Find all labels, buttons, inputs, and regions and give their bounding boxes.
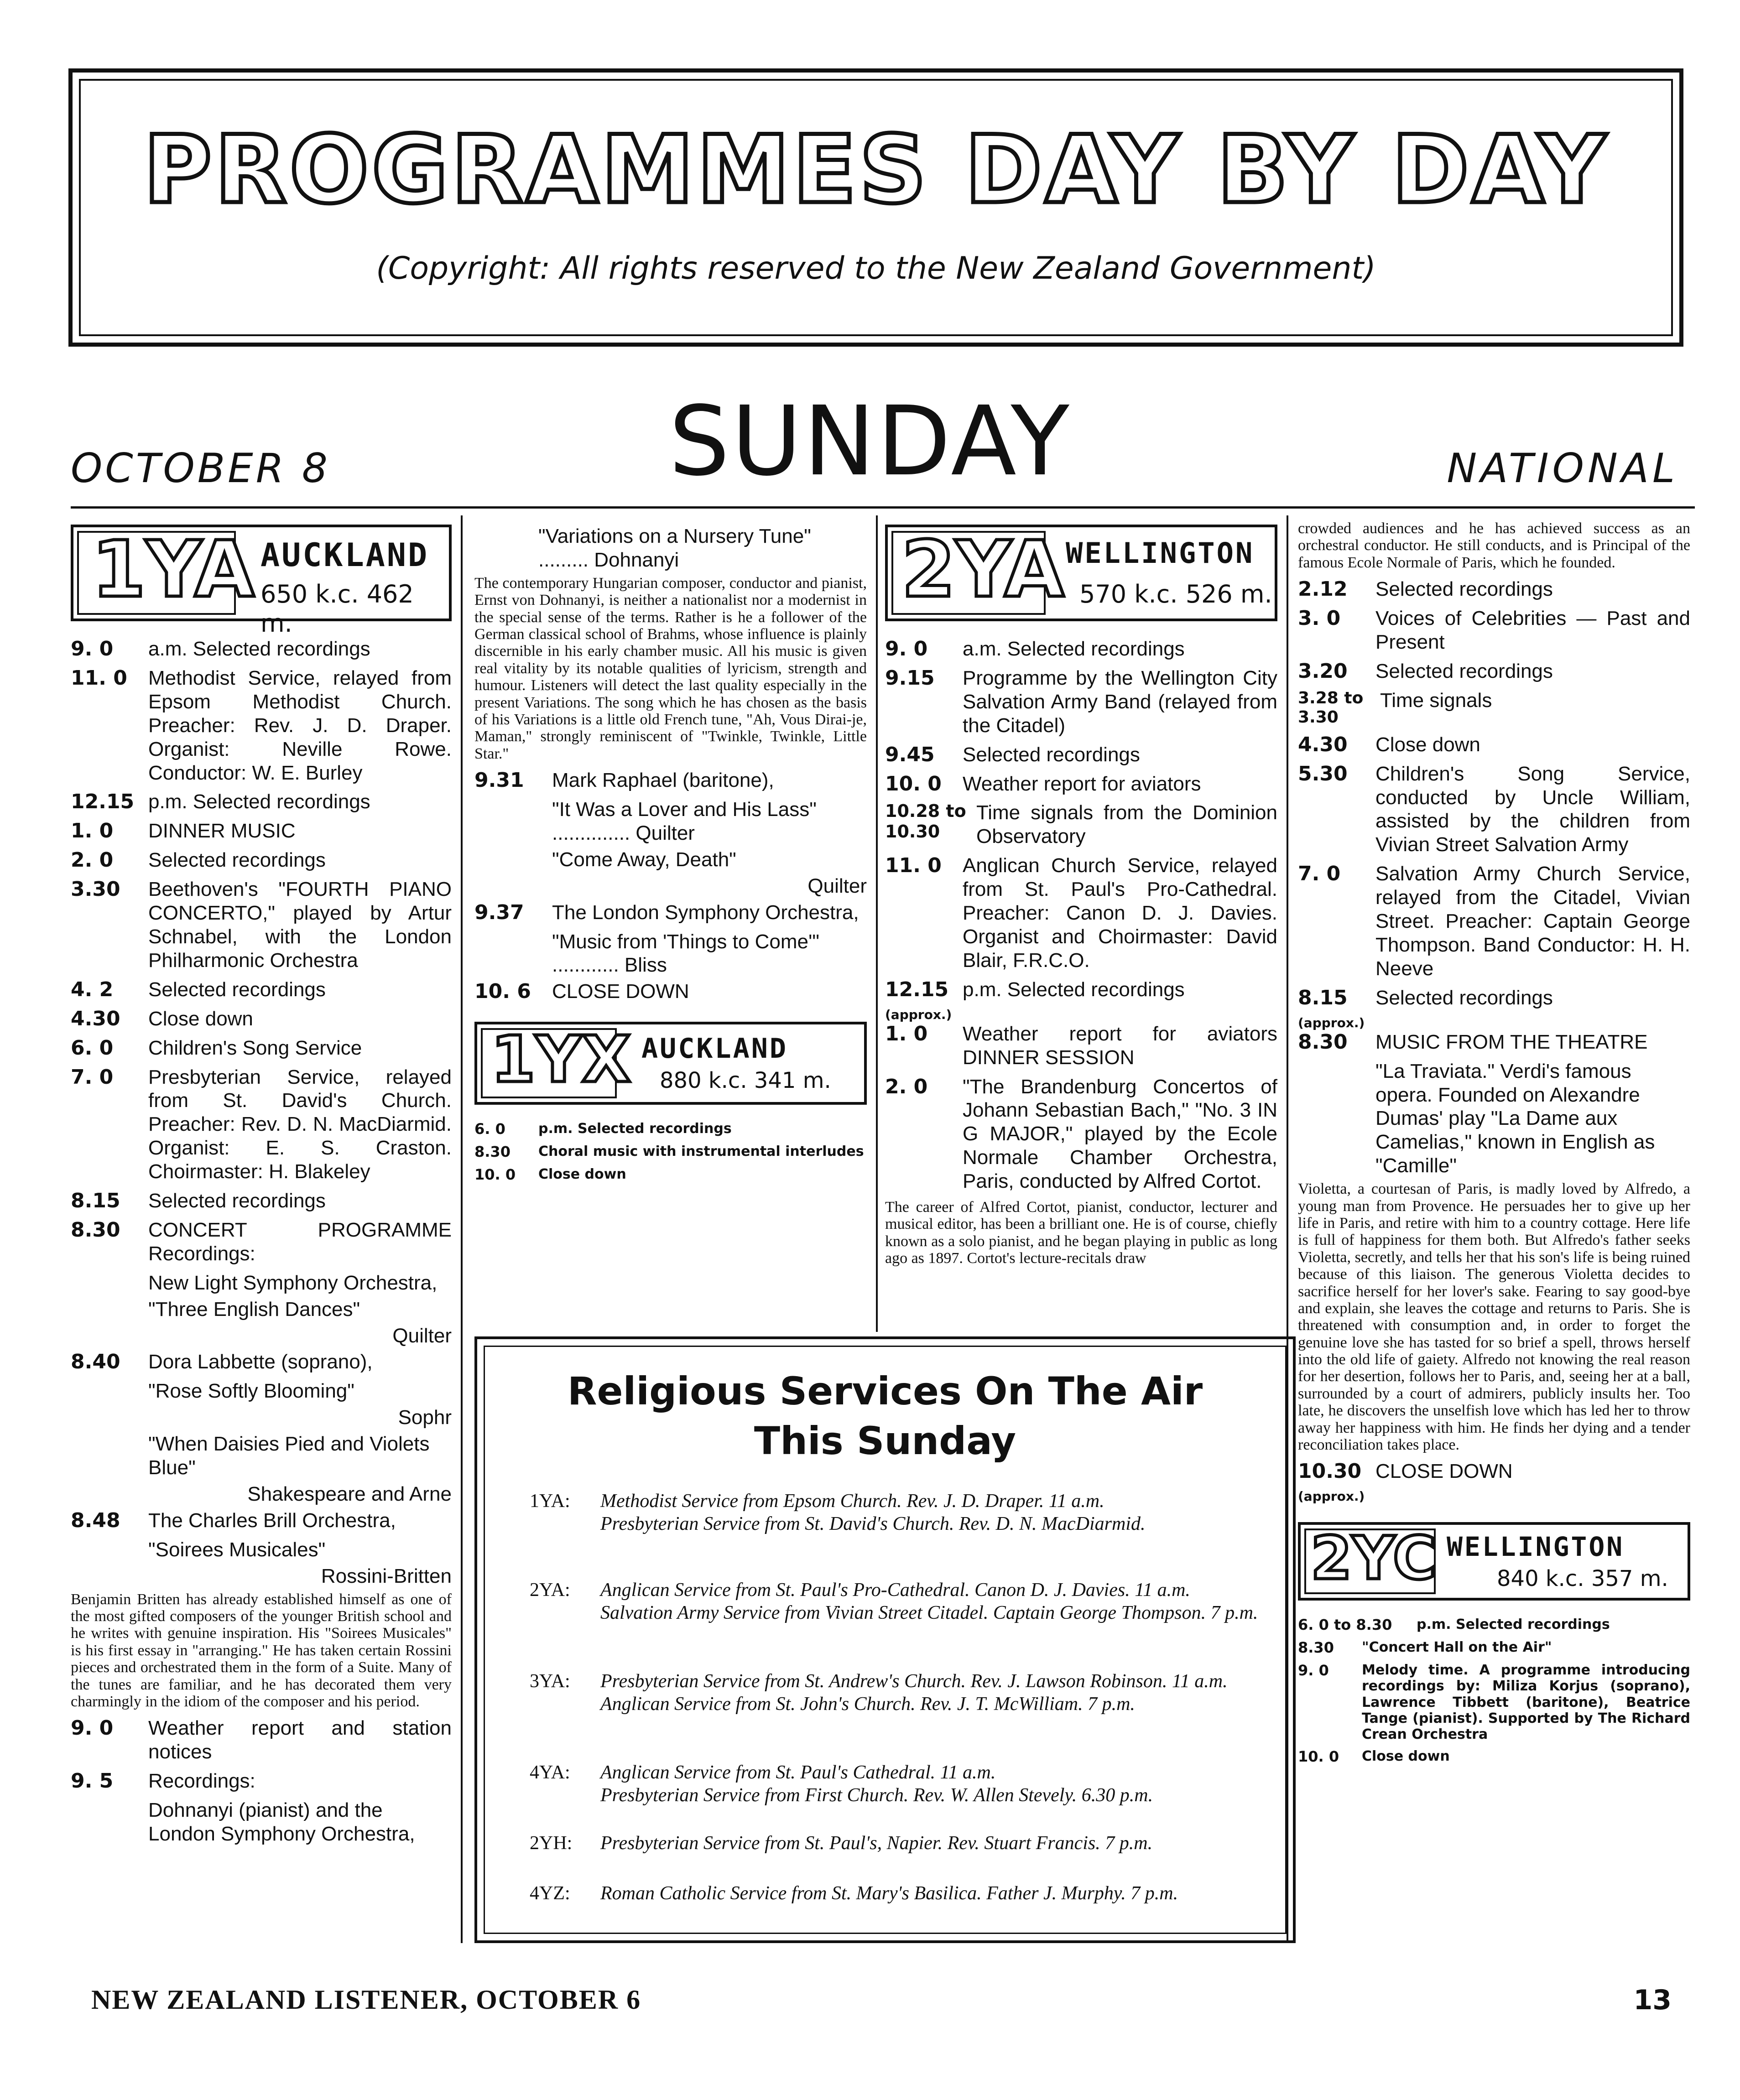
programme-text: Close down <box>1375 733 1480 756</box>
programme-time: 9. 0 <box>1298 1661 1329 1679</box>
programme-item <box>474 980 867 1003</box>
programme-time: 11. 0 <box>71 666 127 690</box>
programme-item <box>1298 762 1690 857</box>
programme-text: Voices of Celebrities — Past and Present <box>1375 607 1690 653</box>
composer: Rossini-Britten <box>321 1565 452 1587</box>
column-4 <box>1298 520 1690 1771</box>
programme-item <box>885 743 1277 767</box>
religious-service-line: Roman Catholic Service from St. Mary's Basilica. Father J. Murphy. 7 p.m. <box>600 1883 1178 1904</box>
programme-time: 9.31 <box>474 769 524 792</box>
programme-note: The career of Alfred Cortot, pianist, conductor, lecturer and musical editor, has been a brilliant one. He is of course, chiefly known as a solo pianist, and he began playing in public as long ago as 1897. Cortot's lecture-recitals draw <box>885 1199 1277 1267</box>
programme-text: Selected recordings <box>148 978 326 1001</box>
programme-text: Selected recordings <box>1375 660 1553 682</box>
religious-station: 2YH: <box>530 1833 573 1854</box>
station-frequency: 840 k.c. 357 m. <box>1497 1566 1668 1592</box>
programme-text: Close down <box>538 1166 626 1182</box>
column-divider <box>876 515 878 1332</box>
programme-time: 9. 0 <box>71 637 114 660</box>
programme-time: 9.45 <box>885 743 935 766</box>
religious-services-box <box>474 1336 1296 1943</box>
religious-station: 4YA: <box>530 1762 570 1783</box>
programme-item <box>474 1166 867 1184</box>
programme-item <box>71 1036 452 1060</box>
programme-text: "The Brandenburg Concertos of Johann Sebastian Bach," "No. 3 IN G MAJOR," played by the Ecole Normale Chamber Orchestra, Paris, conducted by Alfred Cortot. <box>963 1075 1277 1193</box>
programme-item <box>1298 986 1690 1010</box>
programme-time: 10.30 <box>1298 1460 1362 1483</box>
programme-time: 2.12 <box>1298 577 1348 601</box>
programme-text: p.m. Selected recordings <box>538 1121 732 1137</box>
programme-time: 8.30 <box>1298 1030 1348 1054</box>
programme-text: Weather report and station notices <box>148 1717 452 1763</box>
programme-item <box>1298 733 1690 757</box>
programme-text: The Charles Brill Orchestra, <box>148 1509 396 1532</box>
programme-text: p.m. Selected recordings <box>1417 1617 1610 1633</box>
work-title: "La Traviata." Verdi's famous opera. Founded on Alexandre Dumas' play "La Dame aux Camelias," known in English as "Camille" <box>1375 1060 1655 1177</box>
station-box-1yx <box>474 1022 867 1105</box>
religious-service-line: Methodist Service from Epsom Church. Rev. J. D. Draper. 11 a.m. <box>600 1491 1104 1512</box>
programme-time: 9.37 <box>474 900 524 924</box>
religious-title-line-2: This Sunday <box>754 1419 1016 1464</box>
title-banner <box>68 68 1683 347</box>
religious-service-line: Presbyterian Service from St. David's Church. Rev. D. N. MacDiarmid. <box>600 1513 1146 1535</box>
station-box-1ya <box>71 525 452 638</box>
programme-text: "Concert Hall on the Air" <box>1362 1639 1552 1656</box>
programme-note: crowded audiences and he has achieved success as an orchestral conductor. He still conducts, and is Principal of the famous Ecole Normale of Paris, which he founded. <box>1298 520 1690 571</box>
programme-note: Benjamin Britten has already established himself as one of the most gifted composers of the younger British school and he writes with genuine inspiration. His "Soirees Musicales" is his first essay in "arranging." He has taken certain Rossini pieces and orchestrated them in the form of a Suite. Many of the tunes are familiar, and he has decorated them very charmingly in the idiom of the composer and his period. <box>71 1591 452 1710</box>
religious-service-line: Anglican Service from St. Paul's Pro-Cathedral. Canon D. J. Davies. 11 a.m. <box>600 1580 1190 1601</box>
programme-text: Salvation Army Church Service, relayed from the Citadel, Vivian Street. Preacher: Captain George Thompson. Band Conductor: H. H. Neeve <box>1375 863 1690 980</box>
programme-text: p.m. Selected recordings <box>963 978 1185 1001</box>
religious-row <box>530 1579 1260 1625</box>
programme-item <box>71 819 452 843</box>
programme-text: Anglican Church Service, relayed from St. Paul's Pro-Cathedral. Preacher: Canon D. J. Davies. Organist and Choirmaster: David Blair, F.R.C.O. <box>963 854 1277 972</box>
programme-item <box>71 1769 452 1793</box>
religious-station: 4YZ: <box>530 1883 570 1904</box>
programme-text: Weather report for aviators DINNER SESSION <box>963 1022 1277 1069</box>
programme-time: 9. 0 <box>885 637 928 660</box>
composer: Sophr <box>398 1406 452 1429</box>
station-frequency: 880 k.c. 341 m. <box>660 1068 831 1094</box>
programme-time: 11. 0 <box>885 854 942 878</box>
programme-time: 10. 6 <box>474 980 531 1003</box>
programme-time: 8.15 <box>71 1189 120 1213</box>
programme-item <box>71 848 452 872</box>
programme-time: 12.15 <box>885 977 949 1001</box>
programme-text: Selected recordings <box>963 743 1140 766</box>
programme-item <box>1298 1617 1690 1634</box>
composer: Quilter <box>392 1324 452 1347</box>
programme-time: 10. 0 <box>1298 1747 1339 1765</box>
programme-item <box>71 1218 452 1266</box>
programme-text: Weather report for aviators <box>963 772 1201 795</box>
programme-time: 8.30 <box>1298 1639 1334 1657</box>
religious-service <box>600 1670 1260 1716</box>
approx-label: (approx.) <box>885 1007 952 1022</box>
programme-item <box>1298 1662 1690 1743</box>
programme-time: 1. 0 <box>71 819 114 843</box>
religious-service <box>600 1832 1260 1855</box>
programme-note: Violetta, a courtesan of Paris, is madly loved by Alfredo, a young man from Provence. He persuades her to give up her life in Paris, and retire with him to a country cottage. Here life is full of happiness for them both. But Alfredo's father seeks Violetta, secretly, and tells her that his son's life is being ruined because of this liaison. The generous Violetta decides to sacrifice herself for her lover's sake. Fearing to say good-bye and explain, she leaves the cottage and returns to Paris. She is threatened with consumption and, in order to forget the genuine love she has tasted for so brief a spell, throws herself into the old life of gaiety. Alfredo not knowing the real reason for her desertion, follows her to Paris, and, seeing her at a ball, surrounded by a court of admirers, publicly insults her. Too late, he discovers the unselfish love which has led her to throw away her happiness with him. He finds her dying and a tender reconciliation takes place. <box>1298 1180 1690 1454</box>
station-call: 1YA <box>92 525 255 615</box>
programme-text: Close down <box>148 1007 253 1030</box>
programme-item <box>71 1007 452 1031</box>
work-title: "Music from 'Things to Come'" ............ Bliss <box>552 930 819 977</box>
programme-text: MUSIC FROM THE THEATRE <box>1375 1030 1648 1053</box>
programme-item <box>885 637 1277 661</box>
performer: Dohnanyi (pianist) and the London Symphony Orchestra, <box>148 1799 415 1845</box>
programme-time: 10. 0 <box>885 772 942 795</box>
station-city: AUCKLAND <box>260 536 429 574</box>
programme-item <box>885 978 1277 1002</box>
programme-text: Time signals <box>1380 689 1492 712</box>
programme-time: 9. 5 <box>71 1769 114 1793</box>
header-rule <box>71 506 1695 509</box>
programme-item <box>71 666 452 785</box>
programme-text: Beethoven's "FOURTH PIANO CONCERTO," played by Artur Schnabel, with the London Philharmonic Orchestra <box>148 878 452 972</box>
religious-station: 3YA: <box>530 1671 570 1692</box>
station-box-2ya <box>885 525 1277 621</box>
programme-item <box>71 1350 452 1374</box>
programme-item <box>71 790 452 814</box>
station-call: 2YC <box>1311 1523 1437 1593</box>
programme-time: 8.15 <box>1298 986 1348 1009</box>
programme-time: 8.30 <box>71 1218 120 1242</box>
station-box-2yc <box>1298 1522 1690 1601</box>
programme-item <box>71 1716 452 1764</box>
programme-item <box>1298 1030 1690 1054</box>
programme-text: Recordings: <box>148 1770 255 1793</box>
programme-item <box>885 801 1277 848</box>
programme-text: Selected recordings <box>148 849 326 872</box>
religious-row <box>530 1761 1260 1807</box>
programme-item <box>1298 607 1690 654</box>
programme-item <box>474 769 867 792</box>
programme-time: 6. 0 <box>474 1120 505 1138</box>
programme-text: Time signals from the Dominion Observatory <box>976 801 1277 848</box>
programme-item <box>71 1189 452 1213</box>
work-title: "Come Away, Death" <box>552 848 736 871</box>
programme-time: 4. 2 <box>71 977 114 1001</box>
station-city: AUCKLAND <box>641 1033 788 1065</box>
programme-text: Selected recordings <box>1375 986 1553 1009</box>
programme-time: 5.30 <box>1298 762 1348 785</box>
composer: Shakespeare and Arne <box>247 1483 452 1505</box>
column-1ya <box>71 525 452 1849</box>
programme-time: 2. 0 <box>71 848 114 872</box>
programme-time: 3. 0 <box>1298 607 1341 630</box>
programme-time: 6. 0 <box>71 1036 114 1060</box>
programme-item <box>474 1144 867 1161</box>
religious-service-line: Presbyterian Service from First Church. Rev. W. Allen Stevely. 6.30 p.m. <box>600 1785 1153 1806</box>
programme-time: 2. 0 <box>885 1075 928 1098</box>
programme-time: 4.30 <box>1298 733 1348 756</box>
programme-item <box>71 1066 452 1184</box>
programme-text: CLOSE DOWN <box>552 980 689 1003</box>
programme-item <box>1298 577 1690 601</box>
programme-text: Melody time. A programme introducing recordings by: Miliza Korjus (soprano), Lawrence Tibbett (baritone), Beatrice Tange (pianist). Supported by The Richard Crean Orchestra <box>1362 1662 1690 1743</box>
work-title: "Variations on a Nursery Tune" ......... Dohnanyi <box>538 525 811 571</box>
programme-item <box>474 901 867 925</box>
copyright-notice: (Copyright: All rights reserved to the New Zealand Government) <box>376 250 1376 286</box>
programme-item <box>474 1121 867 1138</box>
religious-service-line: Presbyterian Service from St. Andrew's Church. Rev. J. Lawson Robinson. 11 a.m. <box>600 1671 1228 1692</box>
programme-time: 3.28 to 3.30 <box>1298 688 1364 727</box>
programme-note: The contemporary Hungarian composer, conductor and pianist, Ernst von Dohnanyi, is neither a nationalist nor a modernist in the special sense of the terms. Rather is he a follower of the German classical school of Brahms, whose influence is plainly discernible in his early chamber music. All his music is given real vitality by its notable qualities of lyricism, strength and humour. Listeners will detect the last quality especially in the present Variations. The song which he has chosen as the basis of his Variations is a little old French tune, "Ah, Vous Dirai-je, Maman," strongly reminiscent of "Twinkle, Twinkle, Little Star." <box>474 574 867 762</box>
publication-footer: NEW ZEALAND LISTENER, OCTOBER 6 <box>91 1985 641 2015</box>
programme-time: 8.48 <box>71 1508 120 1532</box>
programme-text: Programme by the Wellington City Salvation Army Band (relayed from the Citadel) <box>963 666 1277 737</box>
programme-time: 4.30 <box>71 1007 120 1030</box>
programme-text: a.m. Selected recordings <box>963 638 1185 660</box>
religious-row <box>530 1882 1260 1905</box>
programme-item <box>71 978 452 1002</box>
programme-time: 9. 0 <box>71 1716 114 1740</box>
religious-station: 2YA: <box>530 1580 570 1601</box>
page-title: PROGRAMMES DAY BY DAY <box>143 116 1609 224</box>
programme-item <box>885 1075 1277 1194</box>
programme-time: 6. 0 to 8.30 <box>1298 1616 1392 1634</box>
station-call: 2YA <box>901 525 1064 615</box>
religious-service <box>600 1579 1260 1625</box>
programme-item <box>885 666 1277 738</box>
work-title: "It Was a Lover and His Lass" .............. Quilter <box>552 798 817 844</box>
programme-text: CLOSE DOWN <box>1375 1460 1513 1483</box>
programme-item <box>71 637 452 661</box>
programme-time: 7. 0 <box>71 1065 114 1089</box>
page-number: 13 <box>1633 1984 1672 2016</box>
programme-text: Close down <box>1362 1748 1450 1764</box>
programme-item <box>885 1022 1277 1070</box>
programme-item <box>1298 1639 1690 1657</box>
programme-item <box>1298 1460 1690 1483</box>
column-2 <box>474 525 867 1189</box>
programme-text: Mark Raphael (baritone), <box>552 769 774 792</box>
religious-title-line-1: Religious Services On The Air <box>567 1369 1203 1414</box>
religious-service <box>600 1761 1260 1807</box>
date-label: OCTOBER 8 <box>71 445 330 492</box>
programme-text: Dora Labbette (soprano), <box>148 1351 373 1373</box>
programme-text: Presbyterian Service, relayed from St. David's Church. Preacher: Rev. D. N. MacDiarmid. Organist: E. S. Craston. Choirmaster: H. Blakeley <box>148 1066 452 1183</box>
programme-item <box>1298 689 1690 728</box>
column-divider <box>461 515 463 1943</box>
programme-text: p.m. Selected recordings <box>148 790 370 813</box>
work-title: "Soirees Musicales" <box>148 1538 326 1561</box>
approx-label: (approx.) <box>1298 1489 1365 1504</box>
religious-service <box>600 1882 1260 1905</box>
programme-time: 9.15 <box>885 666 935 690</box>
religious-service-line: Anglican Service from St. John's Church. Rev. J. T. McWilliam. 7 p.m. <box>600 1694 1135 1715</box>
work-title: "Three English Dances" <box>148 1298 360 1320</box>
religious-service <box>600 1490 1260 1536</box>
religious-row <box>530 1670 1260 1716</box>
programme-text: Selected recordings <box>148 1190 326 1212</box>
programme-time: 8.30 <box>474 1143 511 1161</box>
programme-time: 7. 0 <box>1298 862 1341 886</box>
programme-item <box>71 878 452 972</box>
programme-item <box>71 1509 452 1533</box>
religious-service-line: Anglican Service from St. Paul's Cathedral. 11 a.m. <box>600 1762 996 1783</box>
programme-text: Children's Song Service, conducted by Uncle William, assisted by the children from Vivian Street Salvation Army <box>1375 762 1690 856</box>
programme-time: 3.20 <box>1298 659 1348 683</box>
station-city: WELLINGTON <box>1447 1531 1625 1563</box>
approx-label: (approx.) <box>1298 1015 1365 1030</box>
programme-text: Methodist Service, relayed from Epsom Methodist Church. Preacher: Rev. J. D. Draper. Organist: Neville Rowe. Conductor: W. E. Burley <box>148 666 452 784</box>
programme-text: Choral music with instrumental interludes <box>538 1144 864 1160</box>
station-frequency: 570 k.c. 526 m. <box>1079 580 1272 608</box>
performer: New Light Symphony Orchestra, <box>148 1271 438 1294</box>
religious-station: 1YA: <box>530 1491 570 1512</box>
day-heading: SUNDAY <box>669 385 1071 497</box>
column-2ya <box>885 525 1277 1274</box>
programme-item <box>1298 660 1690 683</box>
programme-time: 10.28 to 10.30 <box>885 801 966 842</box>
programme-item <box>1298 862 1690 981</box>
work-title: "Rose Softly Blooming" <box>148 1380 354 1403</box>
work-title: "When Daisies Pied and Violets Blue" <box>148 1433 430 1479</box>
network-label: NATIONAL <box>1447 445 1678 492</box>
religious-service-line: Salvation Army Service from Vivian Street Citadel. Captain George Thompson. 7 p.m. <box>600 1602 1258 1624</box>
programme-time: 3.30 <box>71 878 120 901</box>
programme-time: 8.40 <box>71 1350 120 1374</box>
programme-text: The London Symphony Orchestra, <box>552 901 859 924</box>
programme-text: CONCERT PROGRAMME Recordings: <box>148 1218 452 1265</box>
station-city: WELLINGTON <box>1066 536 1255 570</box>
religious-services-title <box>477 1367 1293 1466</box>
programme-item <box>885 772 1277 796</box>
religious-row <box>530 1832 1260 1855</box>
programme-text: DINNER MUSIC <box>148 820 296 842</box>
programme-time: 10. 0 <box>474 1165 516 1183</box>
programme-text: Children's Song Service <box>148 1036 362 1059</box>
composer: Quilter <box>807 874 867 897</box>
religious-row <box>530 1490 1260 1536</box>
programme-item <box>1298 1748 1690 1766</box>
station-call: 1YX <box>491 1023 631 1097</box>
religious-service-line: Presbyterian Service from St. Paul's, Napier. Rev. Stuart Francis. 7 p.m. <box>600 1833 1153 1854</box>
programme-time: 12.15 <box>71 790 135 814</box>
programme-time: 1. 0 <box>885 1022 928 1045</box>
programme-text: Selected recordings <box>1375 578 1553 601</box>
programme-text: a.m. Selected recordings <box>148 638 370 660</box>
programme-item <box>885 854 1277 972</box>
station-frequency: 650 k.c. 462 m. <box>260 580 414 638</box>
